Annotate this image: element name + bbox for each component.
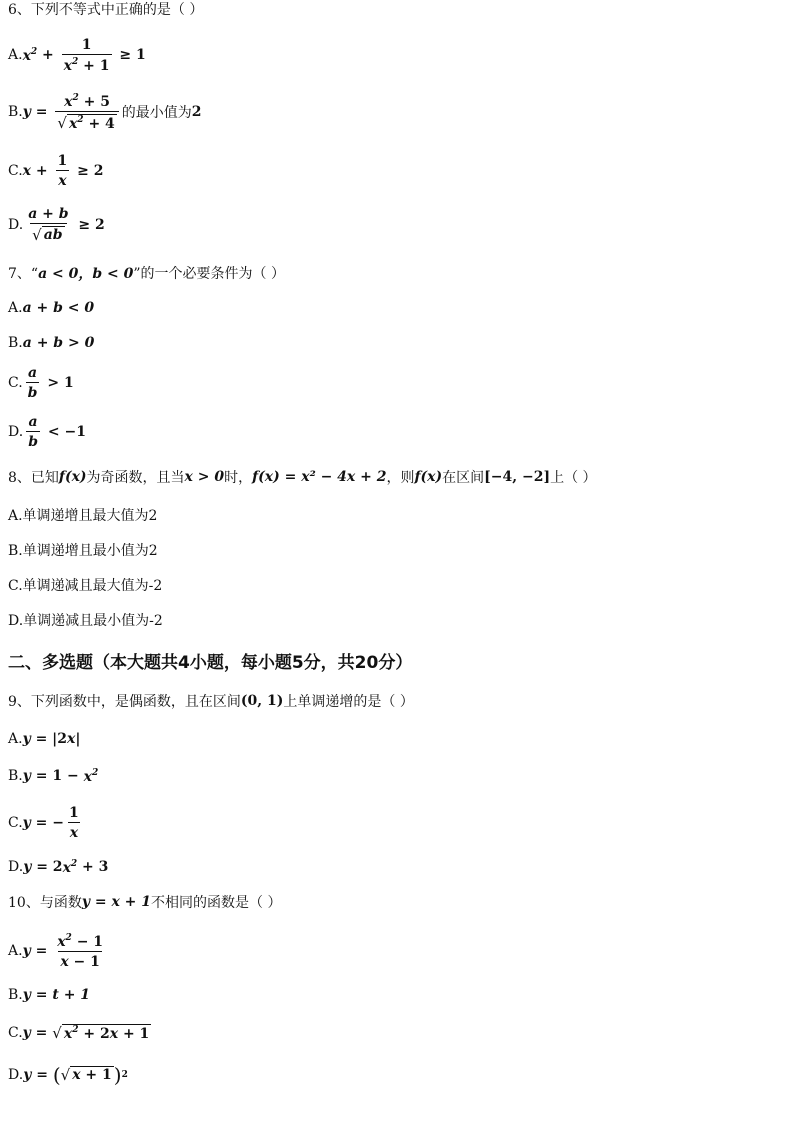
section-heading: 二、多选题（本大题共4小题，每小题5分，共20分） bbox=[8, 652, 413, 673]
q9-stem: 9、下列函数中，是偶函数，且在区间 (0, 1) 上单调递增的是（ ） bbox=[8, 693, 414, 710]
q8-stem: 8、已知 f(x) 为奇函数，且当 x > 0 时， f(x) = x² − 4x + 2 ，则 f(x) 在区间 [−4, −2] 上（ ） bbox=[8, 469, 597, 486]
q10-option-c: C. y = √ $x^2 + 2x + 1$ bbox=[8, 1024, 150, 1042]
q7-option-a: A. a + b < 0 bbox=[8, 300, 95, 316]
q7-option-d: D. $\frac{a}{b}$ < −1 bbox=[8, 414, 86, 450]
q9-option-d: D. y = 2 $x^2$ + 3 bbox=[8, 858, 109, 876]
q8-option-a: A.单调递增且最大值为2 bbox=[8, 508, 158, 524]
q6-option-c: C. x + $\frac{1}{x}$ ≥ 2 bbox=[8, 153, 104, 189]
q8-option-c: C.单调递减且最大值为-2 bbox=[8, 578, 163, 594]
q6-option-b: B. y = $x^2 + 5$ √ $x^2 + 4$ 的最小值为 2 bbox=[8, 92, 202, 132]
q6-option-a: A. $x^2$ + $\frac{1}{x^2 + 1}$ ≥ 1 bbox=[8, 36, 146, 74]
q7-option-c: C. $\frac{a}{b}$ > 1 bbox=[8, 365, 74, 401]
q9-option-c: C. y = − $\frac{1}{x}$ bbox=[8, 805, 79, 841]
q6-option-d: D. a + b √ ab ≥ 2 bbox=[8, 206, 105, 244]
q7-option-b: B. a + b > 0 bbox=[8, 335, 95, 351]
q7-stem: 7、“ a < 0，b < 0 ”的一个必要条件为（ ） bbox=[8, 266, 285, 282]
q9-option-b: B. y = 1 − $x^2$ bbox=[8, 767, 99, 785]
q10-option-b: B. y = t + 1 bbox=[8, 987, 91, 1003]
q6-stem: 6、下列不等式中正确的是（ ） bbox=[8, 2, 204, 18]
q8-option-d: D.单调递减且最小值为-2 bbox=[8, 613, 163, 629]
q10-stem: 10、与函数 y = x + 1 不相同的函数是（ ） bbox=[8, 894, 282, 911]
q10-option-a: A. y = $\frac{x^2 - 1}{x - 1}$ bbox=[8, 932, 104, 970]
q9-option-a: A. y = |2 x | bbox=[8, 731, 81, 747]
q8-option-b: B.单调递增且最小值为2 bbox=[8, 543, 158, 559]
q10-option-d: D. y = ( √ x + 1 ) 2 bbox=[8, 1063, 128, 1087]
